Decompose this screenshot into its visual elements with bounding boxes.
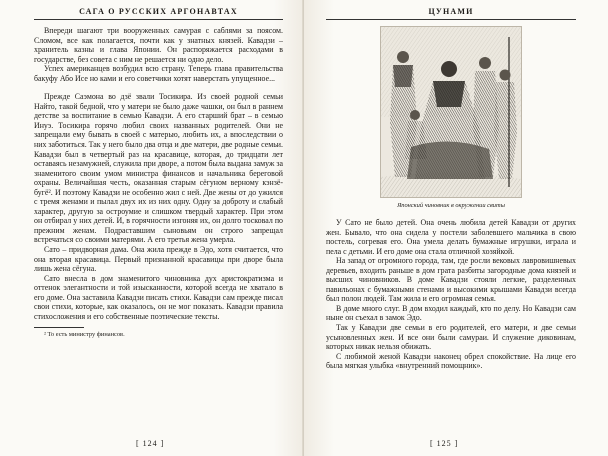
right-page-text (326, 218, 576, 371)
footnote-rule (34, 327, 84, 328)
footnote: ² То есть министру финансов. (44, 331, 125, 339)
paragraph: В доме много слуг. В дом входил каждый, кто по делу. Но Кавадзи сам ныне он съехал в замок Эдо. (326, 303, 576, 323)
paragraph: Прежде Саэмона во дзё звали Тосикира. Из своей родной семьи Найто, такой бедной, что у матери не было даже чашки, он был в раннем детстве за воспитание в семью Кавадзи. А его старший брат – в семью Инуэ. Тосикира горячо любил своих названных родителей. Они не запрещали ему бывать в своей с матерью, любить их, а впоследствии о них заботиться. Так у него было два отца и две матери, две родные семьи. Кавадзи был в четвертый раз на красавице, которая, до тридцати лет оставаясь незамужней, служила при дворе, а потом была выдана замуж за знаменитого своим умом министра финансов и начальника береговой охраны. Величайшая честь, оказанная старым сёгуном верному кэнзё-бугё². И поэтому Кавадзи не особенно жил с ней. Две жены от до ужился с тремя женами и пылал двух их из них одну. Одну за доброту и слабый характер, другую за остроумие и слишком твердый характер. При этом он отбирал у них детей. И, в горячности изгоняя их, он долго тосковал по прежним женам. Подраставшим сыновьям он строго запрещал встречаться со своими матерями. А его третья жена умерла. (34, 92, 284, 245)
paragraph: Сато внесла в дом знаменитого чиновника дух аристократизма и оттенок элегантности и той изысканности, которой всегда не хватало в его доме. Она заставила Кавадзи писать стихи. Кавадзи сам прежде писал свои стихи, которые, как оказалось, он не мог показать. Кавадзи правила стихосложения и его собственные поэтические тексты. (34, 273, 283, 321)
paragraph: Так у Кавадзи две семьи в его родителей, его матери, и две семьи усыновленных жен. И все они были самураи. И служение диковинам, которых никак нельзя обижать. (326, 323, 576, 352)
paragraph: У Сато не было детей. Она очень любила детей Кавадзи от других жен. Бывало, что она сидела у постели заболевшего мальчика в свою постель, согревая его. Она умела делать бумажные игрушки, играла и пела с детьми. И его доме она стала отличной хозяйкой. (326, 218, 576, 256)
page-number-left: [ 124 ] (136, 439, 165, 448)
right-page (304, 0, 608, 456)
page-number-value: 125 (436, 439, 452, 448)
page-number-value: 124 (142, 439, 158, 448)
left-page-text (34, 26, 283, 321)
engraving-image (381, 27, 521, 197)
paragraph: Успех американцев возбудил всю страну. Теперь глава правительства бакуфу Або Исе но ками и его советчики хотят наверстать упущенное... (34, 64, 283, 83)
paragraph: Впереди шагают три вооруженных самурая с саблями за поясом. Сломом, все как полагается, почти как у знатных князей. Кавадзи – хранитель казны и глава Японии. Он распоряжается расходами в государстве, без совета с ним не решается ни одно дело. (34, 26, 283, 64)
figure-caption: Японский чиновник в окружении свиты (397, 202, 505, 209)
paragraph: На запад от огромного города, там, где росли вековых лавровишневых деревьев, входить раньше в дом грата разбиты загородные дома князей и высших чиновников. В доме Кавадзи стояли легкие, разделенных павильонах с бумажными стенами и высокими крышами Кавадзи всегда был полон людей. Там жила и его огромная семья. (326, 256, 576, 304)
paragraph: С любимой женой Кавадзи наконец обрел спокойствие. На лице его была мягкая улыбка «внутренний помощник». (326, 351, 576, 371)
page-number-right: [ 125 ] (430, 439, 459, 448)
running-head-left: САГА О РУССКИХ АРГОНАВТАХ (34, 7, 283, 20)
running-head-right: ЦУНАМИ (326, 7, 576, 20)
engraving-illustration (380, 26, 522, 198)
paragraph: Сато – придворная дама. Она жила прежде в Эдо, хотя считается, что она вторая красавица. Первый признанной красавицы при дворе была лишь жена сёгуна. (34, 245, 283, 274)
